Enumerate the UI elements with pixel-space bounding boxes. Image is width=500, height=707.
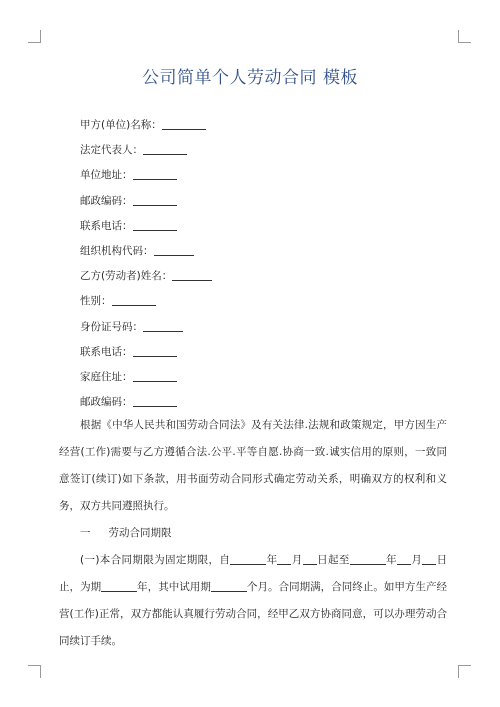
- clause-term-paragraph: [59, 547, 447, 655]
- field-label: 性别：: [80, 295, 112, 308]
- field-label: 单位地址：: [80, 169, 133, 182]
- field-legal-rep: [80, 138, 440, 163]
- field-id-number: [80, 315, 440, 340]
- fill-blank: [112, 294, 156, 306]
- field-label: 组织机构代码：: [80, 244, 154, 257]
- document-title: 公司简单个人劳动合同 模板: [142, 68, 358, 88]
- party-info-fields: [80, 113, 440, 415]
- fill-blank: [133, 168, 177, 180]
- clause-text: 日止，为期: [59, 554, 448, 593]
- fill-blank: [133, 194, 177, 206]
- clause-text: 月: [410, 554, 423, 566]
- field-phone-b: [80, 340, 440, 365]
- fill-blank: [133, 395, 177, 407]
- fill-blank: [230, 553, 266, 565]
- crop-mark-top-left: [28, 30, 41, 43]
- field-party-b-name: [80, 264, 440, 289]
- crop-mark-bottom-right: [458, 665, 471, 678]
- clause-text: (一)本合同期限为固定期限，自: [80, 554, 231, 566]
- field-label: 法定代表人：: [80, 144, 143, 157]
- fill-blank: [133, 345, 177, 357]
- crop-mark-bottom-left: [28, 665, 41, 678]
- fill-blank: [303, 553, 317, 565]
- field-label: 联系电话：: [80, 345, 133, 358]
- field-gender: [80, 289, 440, 314]
- field-label: 甲方(单位)名称：: [80, 119, 162, 131]
- field-postcode-a: [80, 189, 440, 214]
- field-label: 联系电话：: [80, 219, 133, 232]
- contract-body: [59, 412, 447, 655]
- fill-blank: [143, 320, 183, 332]
- clause-text: 年: [385, 554, 397, 566]
- crop-mark-top-right: [458, 30, 471, 43]
- fill-blank: [101, 580, 137, 592]
- fill-blank: [133, 370, 177, 382]
- field-org-code: [80, 239, 440, 264]
- fill-blank: [350, 553, 386, 565]
- field-label: 乙方(劳动者)姓名：: [80, 270, 173, 283]
- field-unit-address: [80, 163, 440, 188]
- clause-text: 日起至: [316, 554, 350, 566]
- section-number: 一: [80, 527, 91, 539]
- section-heading: [59, 520, 447, 547]
- fill-blank: [162, 118, 206, 130]
- fill-blank: [133, 219, 177, 231]
- field-party-a-name: [80, 113, 440, 138]
- fill-blank: [422, 553, 436, 565]
- field-label: 身份证号码：: [80, 320, 143, 333]
- fill-blank: [154, 244, 194, 256]
- field-phone-a: [80, 214, 440, 239]
- fill-blank: [397, 553, 411, 565]
- fill-blank: [143, 143, 187, 155]
- clause-text: 月: [291, 554, 303, 566]
- fill-blank: [277, 553, 291, 565]
- section-title: 劳动合同期限: [108, 527, 172, 539]
- fill-blank: [211, 580, 247, 592]
- clause-text: 年，其中试用期: [137, 581, 211, 593]
- field-label: 邮政编码：: [80, 396, 133, 409]
- preamble-paragraph: 根据《中华人民共和国劳动合同法》及有关法律.法规和政策规定，甲方因生产经营(工作)需要与乙方遵循合法.公平.平等自愿.协商一致.诚实信用的原则，一致同意签订(续订)如下条款，用书面劳动合同形式确定劳动关系，明确双方的权利和义务，双方共同遵照执行。: [59, 419, 447, 512]
- clause-text: 年: [266, 554, 278, 566]
- field-label: 邮政编码：: [80, 194, 133, 207]
- field-label: 家庭住址：: [80, 370, 133, 383]
- field-home-address: [80, 365, 440, 390]
- clause-text: 个月。合同期满，合同终止。如甲方生产经营(工作)正常，双方都能认真履行劳动合同，经甲乙双方协商同意，可以办理劳动合同续订手续。: [59, 581, 448, 647]
- fill-blank: [172, 269, 212, 281]
